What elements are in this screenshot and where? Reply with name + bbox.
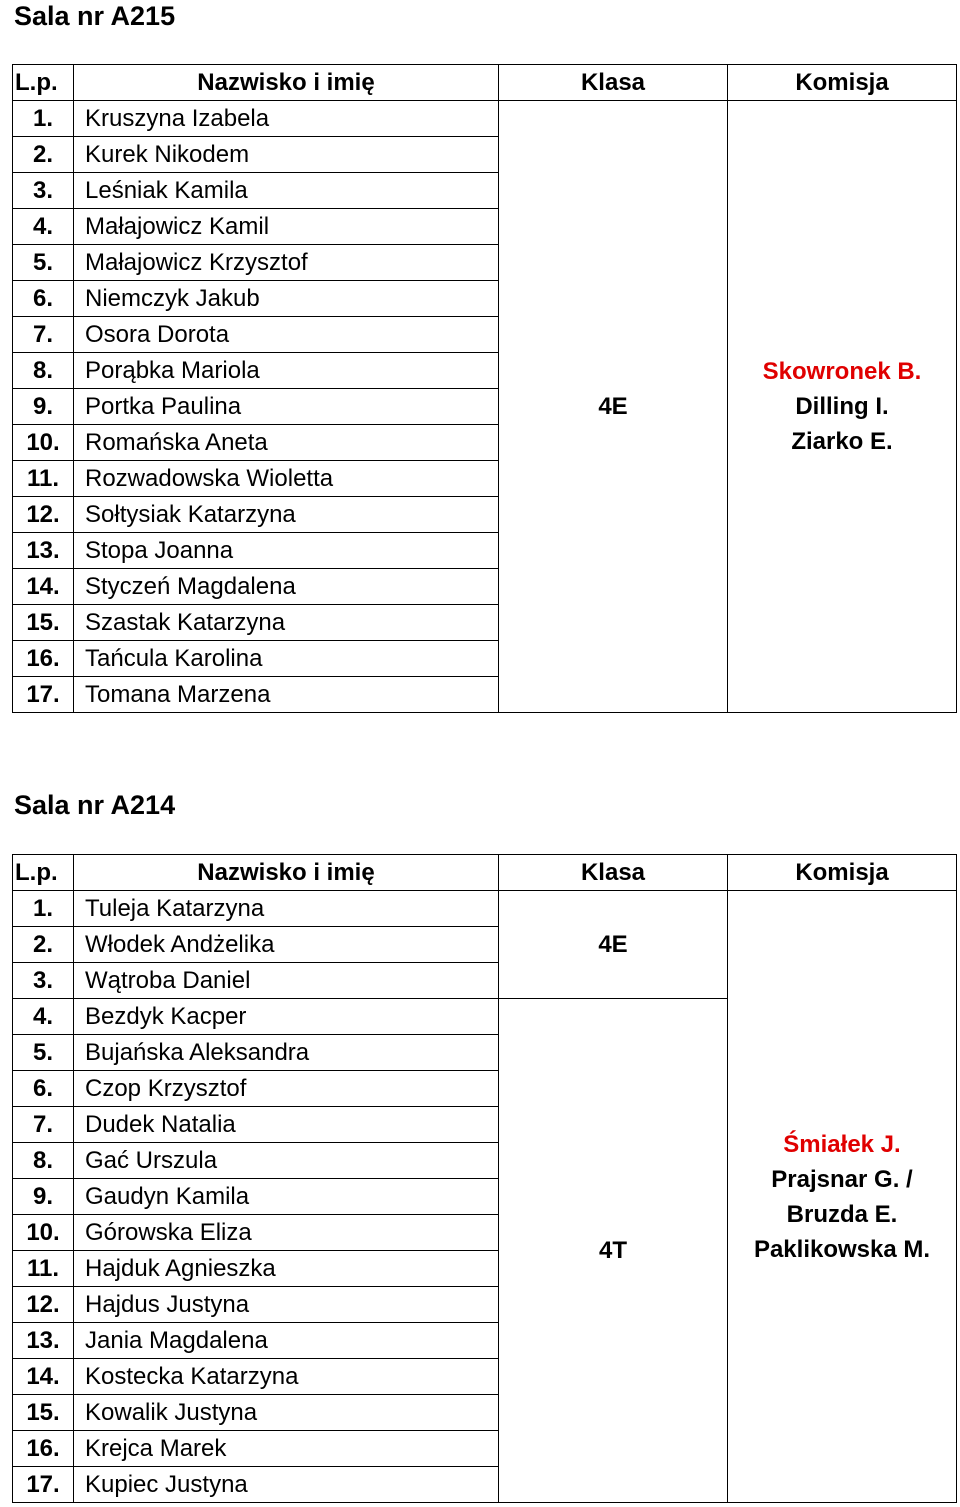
- student-number: 15.: [13, 605, 74, 641]
- room-title: Sala nr A214: [14, 790, 176, 820]
- column-header-lp: L.p.: [13, 65, 74, 101]
- student-name: Krejca Marek: [74, 1431, 499, 1467]
- student-number: 11.: [13, 461, 74, 497]
- student-number: 4.: [13, 209, 74, 245]
- student-number: 1.: [13, 101, 74, 137]
- student-name: Tuleja Katarzyna: [74, 891, 499, 927]
- table-header-row: [13, 855, 957, 891]
- column-header-lp: L.p.: [13, 855, 74, 891]
- column-header-committee: Komisja: [728, 65, 957, 101]
- student-name: Włodek Andżelika: [74, 927, 499, 963]
- column-header-name: Nazwisko i imię: [74, 855, 499, 891]
- student-number: 13.: [13, 533, 74, 569]
- student-name: Gaudyn Kamila: [74, 1179, 499, 1215]
- student-name: Jania Magdalena: [74, 1323, 499, 1359]
- student-number: 14.: [13, 569, 74, 605]
- student-number: 17.: [13, 677, 74, 713]
- student-number: 12.: [13, 1287, 74, 1323]
- student-name: Czop Krzysztof: [74, 1071, 499, 1107]
- student-name: Hajdus Justyna: [74, 1287, 499, 1323]
- committee-chair: Śmiałek J.: [783, 1130, 901, 1158]
- column-header-class: Klasa: [499, 65, 728, 101]
- student-number: 15.: [13, 1395, 74, 1431]
- student-number: 10.: [13, 425, 74, 461]
- student-number: 9.: [13, 1179, 74, 1215]
- student-name: Niemczyk Jakub: [74, 281, 499, 317]
- student-number: 14.: [13, 1359, 74, 1395]
- committee-member: Ziarko E.: [791, 428, 893, 455]
- column-header-name: Nazwisko i imię: [74, 65, 499, 101]
- student-number: 7.: [13, 317, 74, 353]
- student-name: Stopa Joanna: [74, 533, 499, 569]
- committee-chair: Skowronek B.: [762, 358, 922, 385]
- student-number: 9.: [13, 389, 74, 425]
- student-name: Kowalik Justyna: [74, 1395, 499, 1431]
- class-label: 4T: [499, 999, 728, 1503]
- student-name: Rozwadowska Wioletta: [74, 461, 499, 497]
- student-number: 3.: [13, 173, 74, 209]
- student-name: Hajduk Agnieszka: [74, 1251, 499, 1287]
- room-roster-table: [12, 64, 957, 713]
- student-name: Wątroba Daniel: [74, 963, 499, 999]
- student-name: Leśniak Kamila: [74, 173, 499, 209]
- student-name: Górowska Eliza: [74, 1215, 499, 1251]
- student-name: Sołtysiak Katarzyna: [74, 497, 499, 533]
- student-number: 6.: [13, 1071, 74, 1107]
- student-number: 17.: [13, 1467, 74, 1503]
- student-name: Małajowicz Kamil: [74, 209, 499, 245]
- table-row: [13, 891, 957, 927]
- class-label: 4E: [499, 891, 728, 999]
- committee-member: Bruzda E.: [786, 1200, 898, 1228]
- student-name: Porąbka Mariola: [74, 353, 499, 389]
- table-row: [13, 101, 957, 137]
- student-name: Kostecka Katarzyna: [74, 1359, 499, 1395]
- committee-cell: [728, 101, 957, 713]
- student-name: Dudek Natalia: [74, 1107, 499, 1143]
- student-name: Kurek Nikodem: [74, 137, 499, 173]
- room-roster-table: [12, 854, 957, 1503]
- student-name: Tomana Marzena: [74, 677, 499, 713]
- student-number: 6.: [13, 281, 74, 317]
- committee-cell: [728, 891, 957, 1503]
- committee-member: Paklikowska M.: [753, 1235, 931, 1263]
- student-name: Osora Dorota: [74, 317, 499, 353]
- class-label: 4E: [499, 101, 728, 713]
- student-name: Bezdyk Kacper: [74, 999, 499, 1035]
- student-number: 4.: [13, 999, 74, 1035]
- student-number: 16.: [13, 1431, 74, 1467]
- committee-member: Prajsnar G. /: [771, 1165, 913, 1193]
- student-name: Bujańska Aleksandra: [74, 1035, 499, 1071]
- student-name: Romańska Aneta: [74, 425, 499, 461]
- student-number: 2.: [13, 137, 74, 173]
- student-number: 7.: [13, 1107, 74, 1143]
- student-name: Styczeń Magdalena: [74, 569, 499, 605]
- student-name: Gać Urszula: [74, 1143, 499, 1179]
- student-number: 1.: [13, 891, 74, 927]
- student-number: 10.: [13, 1215, 74, 1251]
- student-name: Tańcula Karolina: [74, 641, 499, 677]
- student-number: 8.: [13, 353, 74, 389]
- student-name: Kruszyna Izabela: [74, 101, 499, 137]
- student-name: Portka Paulina: [74, 389, 499, 425]
- committee-member: Dilling I.: [795, 393, 889, 420]
- student-name: Małajowicz Krzysztof: [74, 245, 499, 281]
- student-name: Szastak Katarzyna: [74, 605, 499, 641]
- column-header-class: Klasa: [499, 855, 728, 891]
- table-header-row: [13, 65, 957, 101]
- column-header-committee: Komisja: [728, 855, 957, 891]
- student-number: 2.: [13, 927, 74, 963]
- student-name: Kupiec Justyna: [74, 1467, 499, 1503]
- student-number: 8.: [13, 1143, 74, 1179]
- student-number: 11.: [13, 1251, 74, 1287]
- student-number: 3.: [13, 963, 74, 999]
- student-number: 5.: [13, 1035, 74, 1071]
- room-title: Sala nr A215: [14, 1, 176, 31]
- student-number: 12.: [13, 497, 74, 533]
- student-number: 16.: [13, 641, 74, 677]
- student-number: 13.: [13, 1323, 74, 1359]
- student-number: 5.: [13, 245, 74, 281]
